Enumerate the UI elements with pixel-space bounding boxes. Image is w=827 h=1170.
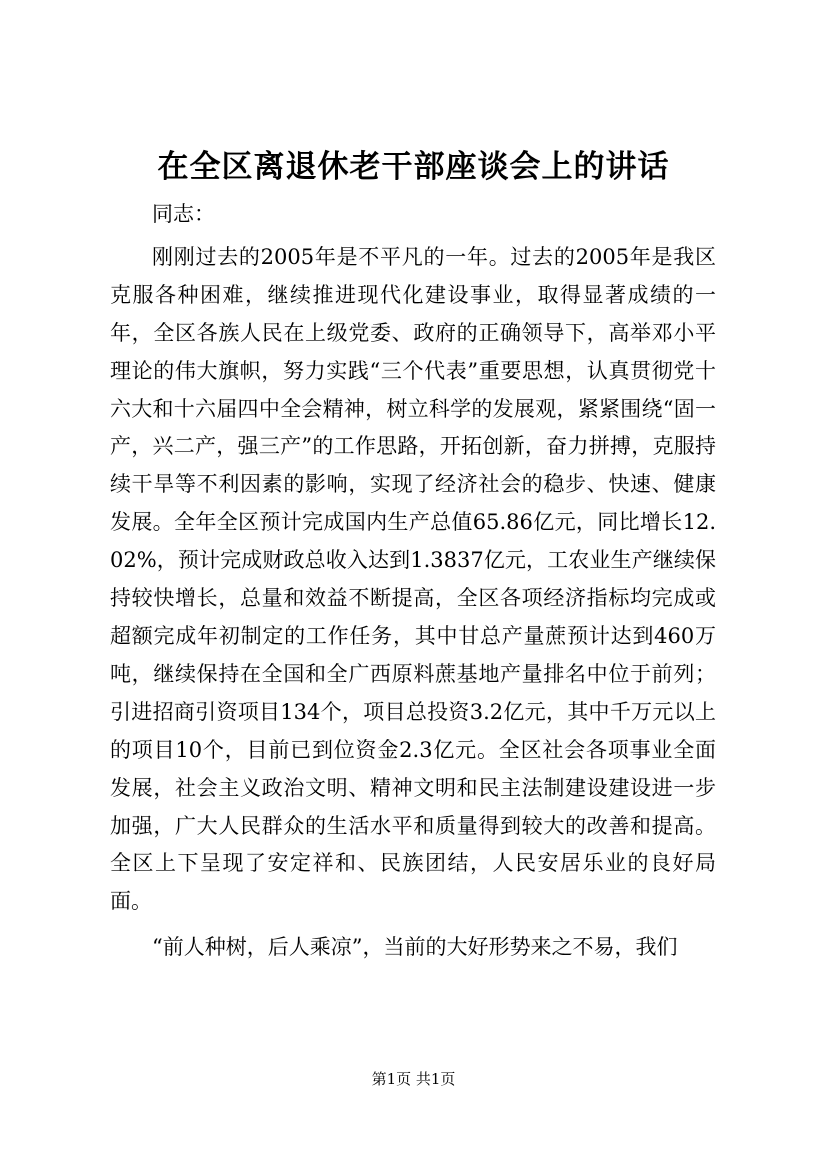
paragraph-2: “前人种树，后人乘凉”，当前的大好形势来之不易，我们 — [152, 935, 678, 960]
document-body — [110, 196, 716, 967]
paragraph-1: 刚刚过去的2005年是不平凡的一年。过去的2005年是我区克服各种困难，继续推进现代化建设事业，取得显著成绩的一年，全区各族人民在上级党委、政府的正确领导下，高举邓小平理论的伟大旗帜，努力实践“三个代表”重要思想，认真贯彻党十六大和十六届四中全会精神，树立科学的发展观，紧紧围绕“固一产，兴二产，强三产”的工作思路，开拓创新，奋力拼搏，克服持续干旱等不利因素的影响，实现了经济社会的稳步、快速、健康发展。全年全区预计完成国内生产总值65.86亿元，同比增长12.02%，预计完成财政总收入达到1.3837亿元，工农业生产继续保持较快增长，总量和效益不断提高，全区各项经济指标均完成或超额完成年初制定的工作任务，其中甘总产量蔗预计达到460万吨，继续保持在全国和全广西原料蔗基地产量排名中位于前列；引进招商引资项目134个，项目总投资3.2亿元，其中千万元以上的项目10个，目前已到位资金2.3亿元。全区社会各项事业全面发展，社会主义政治文明、精神文明和民主法制建设建设进一步加强，广大人民群众的生活水平和质量得到较大的改善和提高。全区上下呈现了安定祥和、民族团结，人民安居乐业的良好局面。 — [110, 244, 716, 914]
page-footer: 第1页 共1页 — [371, 1070, 456, 1088]
document-title: 在全区离退休老干部座谈会上的讲话 — [157, 149, 670, 185]
salutation: 同志： — [152, 202, 215, 226]
